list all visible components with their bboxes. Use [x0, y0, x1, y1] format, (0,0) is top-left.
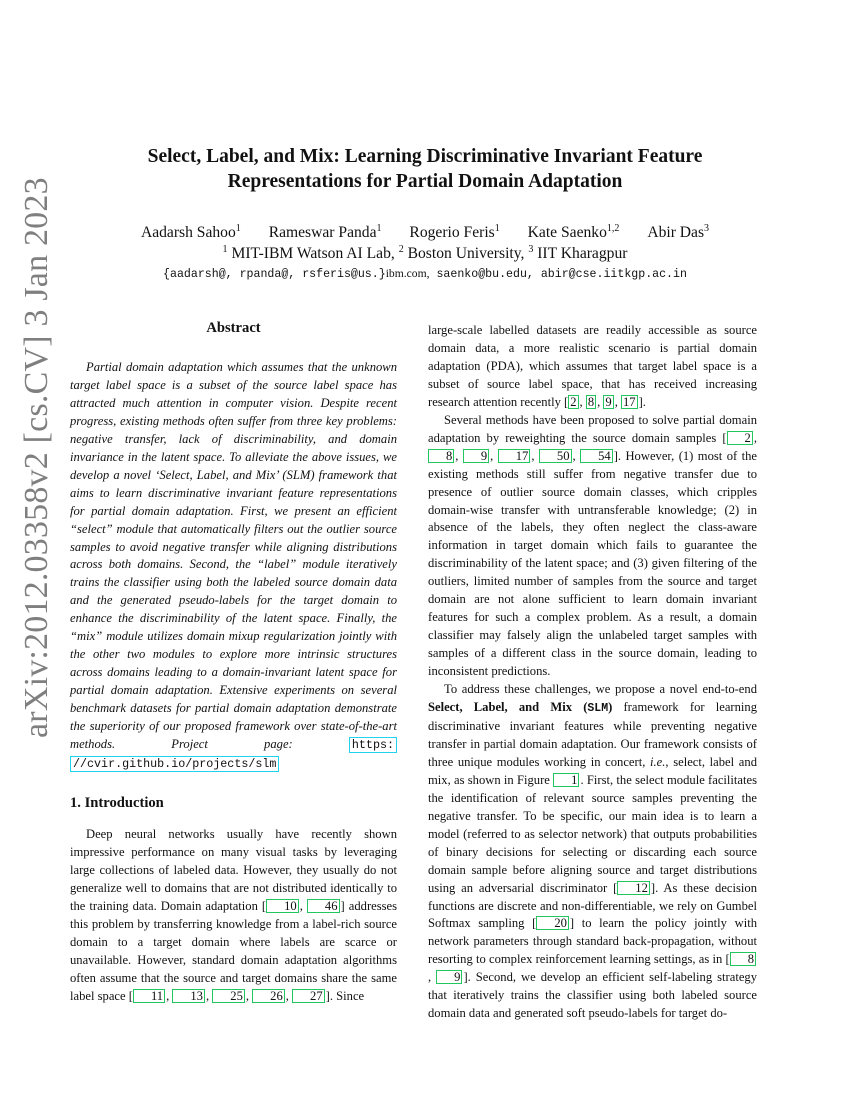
citation-link[interactable]: 13 — [172, 989, 205, 1003]
email-ibm-domain: ibm.com, — [385, 267, 430, 280]
title-line-1: Select, Label, and Mix: Learning Discriminative Invariant Feature — [147, 146, 703, 167]
citation-link[interactable]: 27 — [292, 989, 325, 1003]
abstract-text: Partial domain adaptation which assumes that the unknown target label space is a subset of the source label space has attracted much attention in computer vision. Despite recent progress, existing methods often suffer from three key problems: negative transfer, lack of discriminability, and domain invariance in the latent space. To alleviate the above issues, we develop a novel ‘Select, Label, and Mix’ (SLM) framework that aims to learn discriminative invariant feature representations for partial domain adaptation. First, we present an efficient “select” module that automatically filters out the outlier source samples to avoid negative transfer while aligning distributions across both domains. Second, the “label” module iteratively trains the classifier using both the labeled source domain data and the generated pseudo-labels for the target domain to enhance the discriminability of the latent space. Finally, the “mix” module utilizes domain mixup regularization jointly with the other two modules to explore more intrinsic structures across domains leading to a domain-invariant latent space for partial domain adaptation. Extensive experiments on several benchmark datasets for partial domain adaptation demonstrate the superiority of our proposed framework over state-of-the-art methods. Project page: — [70, 360, 397, 752]
paragraph: large-scale labelled datasets are readily accessible as source domain data, a more realistic scenario is partial domain adaptation (PDA), which assumes that target label space is a subset of source label space, that has received increasing research attention recently [ 2 , 8 , 9 , 17 ]. — [428, 323, 757, 409]
citation-link[interactable]: 25 — [212, 989, 245, 1003]
author: Aadarsh Sahoo$^1$ — [140, 222, 241, 241]
citation-link[interactable]: 54 — [580, 449, 613, 463]
right-column-body — [428, 322, 757, 1023]
figure-link[interactable]: 1 — [553, 773, 579, 787]
author: Kate Saenko$^{1,2}$ — [527, 222, 620, 241]
project-page-link-cont[interactable]: //cvir.github.io/projects/slm — [70, 756, 279, 772]
citation-link[interactable]: 8 — [730, 952, 756, 966]
project-page-link[interactable]: https: — [349, 737, 397, 753]
citation-link[interactable]: 50 — [539, 449, 572, 463]
citation-link[interactable]: 8 — [587, 394, 595, 409]
paragraph: To address these challenges, we propose a novel end-to-end Select, Label, and Mix (SLM) framework for learning discriminative invariant features while preventing negative transfer in partial domain adaptation. Our framework consists of three unique modules working in concert, i.e., select, label and mix, as shown in Figure 1 . First, the select module facilitates the identification of relevant source samples preventing the negative transfer. To be specific, our main idea is to learn a model (referred to as selector network) that outputs probabilities of binary decisions for selecting or discarding each source domain sample before aligning source and target distributions using an adversarial discriminator [ 12 ]. As these decision functions are discrete and non-differentiable, we rely on Gumbel Softmax sampling [ 20 ] to learn the policy jointly with network parameters through standard back-propagation, without resorting to complex reinforcement learning settings, as in [ 8, 9 ]. Second, we develop an efficient self-labeling strategy that iteratively trains the classifier using both labeled source domain data and generated soft pseudo-labels for target do- — [428, 682, 758, 1021]
citation-link[interactable]: 10 — [266, 899, 299, 913]
affiliations: $^1$ MIT-IBM Watson AI Lab, $^2$ Boston University, $^3$ IIT Kharagpur — [222, 243, 628, 262]
framework-name: Select, Label, and Mix — [428, 700, 573, 715]
citation-link[interactable]: 20 — [536, 916, 569, 930]
citation-link[interactable]: 2 — [727, 431, 753, 445]
section-heading-introduction: 1. Introduction — [70, 795, 164, 811]
intro-body: Deep neural networks usually have recently shown impressive performance on many visual tasks by leveraging large collections of labeled data. However, they usually do not generalize well to domains that are not distributed identically to the training data. Domain adaptation [ 10 , 46 ] addresses this problem by transferring knowledge from a label-rich source domain to a target domain where labels are scarce or unavailable. However, standard domain adaptation algorithms often assume that the source and target domains share the same label space [ 11 , 13 , 25 , 26 , 27 ]. Since — [70, 827, 398, 1003]
citation-link[interactable]: 46 — [307, 899, 340, 913]
citation-link[interactable]: 11 — [133, 989, 165, 1003]
title-line-2: Representations for Partial Domain Adaptation — [227, 171, 623, 192]
citation-link[interactable]: 26 — [252, 989, 285, 1003]
citation-link[interactable]: 9 — [605, 394, 612, 409]
abstract-body — [70, 359, 397, 774]
email-iitkgp: abir@cse.iitkgp.ac.in — [540, 268, 687, 281]
abstract-heading: Abstract — [206, 320, 261, 336]
slm-acronym: SLM — [587, 702, 609, 716]
citation-link[interactable]: 17 — [498, 449, 531, 463]
email-ibm-group: {aadarsh@, rpanda@, rsferis@us.} — [163, 268, 386, 281]
citation-link[interactable]: 9 — [436, 970, 462, 984]
author-emails — [72, 265, 778, 283]
arxiv-identifier: arXiv:2012.03358v2 [cs.CV] 3 Jan 2023 — [18, 177, 55, 738]
paper-title — [72, 144, 778, 194]
citation-link[interactable]: 2 — [570, 394, 577, 409]
citation-link[interactable]: 17 — [623, 394, 636, 409]
paragraph: Several methods have been proposed to solve partial domain adaptation by reweighting the source domain samples [ 2 , 8 , 9 , 17 , 50 , 54 ]. However, (1) most of the existing methods still suffer from negative transfer due to presence of outlier source domain classes, which cripples domain-wise transfer with untransferable knowledge; (2) in absence of the labels, they often neglect the class-aware information in target domain which fails to guarantee the discriminability of the latent space; and (3) given filtering of the outliers, limited number of samples from the source and target domain are not alone sufficient to learn domain invariant features for such a complex problem. As a result, a domain classifier may falsely align the unlabeled target samples with samples of a different class in the source domain, leading to inconsistent predictions. — [428, 412, 758, 679]
arxiv-sidebar — [0, 0, 72, 1100]
email-bu: saenko@bu.edu, — [436, 268, 534, 281]
citation-link[interactable]: 12 — [617, 881, 650, 895]
author: Abir Das$^3$ — [647, 222, 710, 241]
citation-link[interactable]: 8 — [428, 449, 454, 463]
citation-link[interactable]: 9 — [463, 449, 489, 463]
author-list — [72, 222, 778, 243]
author: Rogerio Feris$^1$ — [409, 222, 500, 241]
author: Rameswar Panda$^1$ — [268, 222, 382, 241]
